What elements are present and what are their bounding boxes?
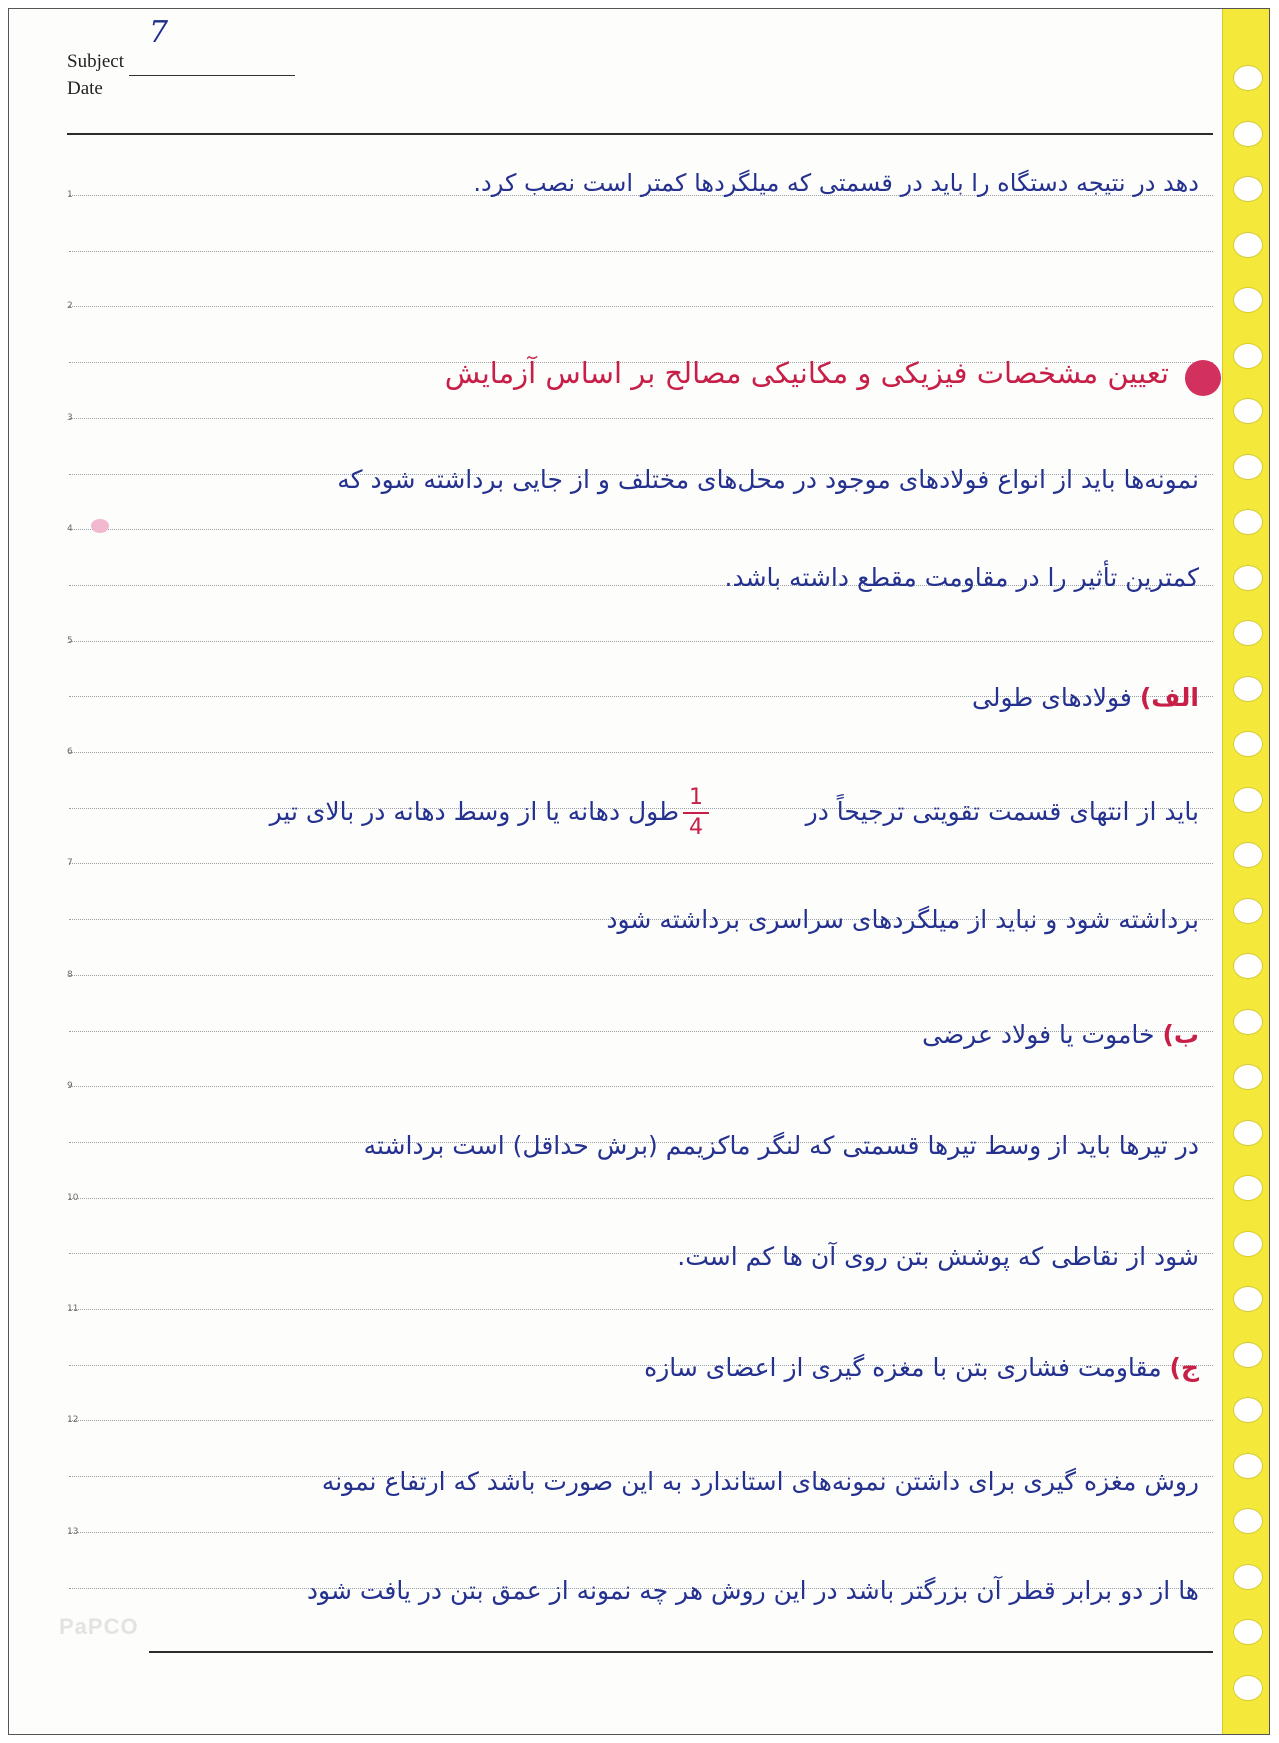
binding-hole: [1233, 620, 1263, 646]
line-number: 3: [67, 413, 73, 423]
binding-hole: [1233, 1175, 1263, 1201]
guide-line: [69, 306, 1213, 307]
section-a-marker: الف): [1139, 683, 1199, 712]
paragraph-2-line-1-right: باید از انتهای قسمت تقویتی ترجیحاً در: [805, 797, 1199, 826]
binding-hole: [1233, 1453, 1263, 1479]
binding-hole: [1233, 731, 1263, 757]
bullet-dot: [1185, 360, 1221, 396]
binding-hole: [1233, 1397, 1263, 1423]
paragraph-3-line-1: در تیرها باید از وسط تیرها قسمتی که لنگر ماکزیمم (برش حداقل) است برداشته: [363, 1131, 1199, 1160]
binding-hole: [1233, 1564, 1263, 1590]
line-number: 5: [67, 636, 73, 646]
line-number: 6: [67, 747, 73, 757]
guide-line: [69, 529, 1213, 530]
date-label: Date: [67, 78, 103, 99]
guide-line: [69, 641, 1213, 642]
binding-hole: [1233, 1231, 1263, 1257]
paragraph-2-line-2: برداشته شود و نباید از میلگردهای سراسری برداشته شود: [606, 905, 1199, 934]
binding-hole: [1233, 1064, 1263, 1090]
binding-hole: [1233, 898, 1263, 924]
line-number: 1: [67, 190, 73, 200]
line-number: 10: [67, 1193, 79, 1203]
binding-strip: [1222, 9, 1269, 1734]
binding-hole: [1233, 676, 1263, 702]
paper-brand-stamp: PaPCO: [59, 1614, 139, 1639]
line-number: 4: [67, 524, 73, 534]
ink-smudge: [91, 519, 109, 533]
guide-line: [69, 1198, 1213, 1199]
line-number: 2: [67, 301, 73, 311]
binding-hole: [1233, 1508, 1263, 1534]
fraction-denominator: 4: [689, 815, 703, 840]
notebook-page: [8, 8, 1270, 1735]
section-c-title: مقاومت فشاری بتن با مغزه گیری از اعضای سازه: [644, 1353, 1162, 1382]
top-rule: [67, 133, 1213, 135]
paragraph-4-line-2: ها از دو برابر قطر آن بزرگتر باشد در این روش هر چه نمونه از عمق بتن در یافت شود: [306, 1576, 1199, 1605]
fraction-one-quarter: [681, 787, 711, 839]
subject-line: [129, 75, 295, 76]
paragraph-3-line-2: شود از نقاطی که پوشش بتن روی آن ها کم است.: [677, 1242, 1199, 1271]
guide-line: [69, 1532, 1213, 1533]
binding-hole: [1233, 121, 1263, 147]
line-number: 13: [67, 1527, 79, 1537]
guide-line: [69, 752, 1213, 753]
binding-hole: [1233, 232, 1263, 258]
line-number: 9: [67, 1081, 73, 1091]
section-b-marker: ب): [1162, 1020, 1199, 1049]
binding-hole: [1233, 1342, 1263, 1368]
section-c-heading: [644, 1355, 1199, 1380]
binding-hole: [1233, 1286, 1263, 1312]
paragraph-2-line-1-left: طول دهانه یا از وسط دهانه در بالای تیر: [269, 797, 679, 826]
binding-hole: [1233, 176, 1263, 202]
page-number: 7: [149, 15, 169, 50]
text-line-1: دهد در نتیجه دستگاه را باید در قسمتی که میلگردها کمتر است نصب کرد.: [473, 169, 1199, 197]
paragraph-1-line-1: نمونه‌ها باید از انواع فولادهای موجود در محل‌های مختلف و از جایی برداشته شود که: [337, 465, 1199, 494]
guide-line: [69, 1309, 1213, 1310]
binding-hole: [1233, 787, 1263, 813]
binding-hole: [1233, 65, 1263, 91]
binding-hole: [1233, 1619, 1263, 1645]
subject-label: Subject: [67, 51, 124, 72]
section-a-heading: [972, 685, 1199, 710]
line-number: 8: [67, 970, 73, 980]
fraction-numerator: 1: [689, 785, 703, 810]
binding-hole: [1233, 454, 1263, 480]
binding-hole: [1233, 1120, 1263, 1146]
binding-hole: [1233, 343, 1263, 369]
binding-hole: [1233, 287, 1263, 313]
line-number: 7: [67, 858, 73, 868]
guide-line: [69, 863, 1213, 864]
guide-line: [69, 251, 1213, 252]
bottom-rule: [149, 1651, 1213, 1653]
line-number: 11: [67, 1304, 79, 1314]
binding-hole: [1233, 565, 1263, 591]
section-b-heading: [922, 1022, 1199, 1047]
binding-hole: [1233, 953, 1263, 979]
fraction-bar: [683, 812, 709, 814]
binding-hole: [1233, 842, 1263, 868]
binding-hole: [1233, 1675, 1263, 1701]
section-c-marker: ج): [1169, 1353, 1199, 1382]
section-b-title: خاموت یا فولاد عرضی: [922, 1020, 1155, 1049]
paragraph-1-line-2: کمترین تأثیر را در مقاومت مقطع داشته باشد.: [724, 563, 1199, 592]
binding-hole: [1233, 509, 1263, 535]
guide-line: [69, 1086, 1213, 1087]
line-number: 12: [67, 1415, 79, 1425]
section-a-title: فولادهای طولی: [972, 683, 1132, 712]
guide-line: [69, 975, 1213, 976]
paragraph-4-line-1: روش مغزه گیری برای داشتن نمونه‌های استاندارد به این صورت باشد که ارتفاع نمونه: [321, 1467, 1199, 1496]
section-heading: تعیین مشخصات فیزیکی و مکانیکی مصالح بر اساس آزمایش: [444, 356, 1169, 390]
binding-hole: [1233, 398, 1263, 424]
binding-hole: [1233, 1009, 1263, 1035]
guide-line: [69, 1420, 1213, 1421]
guide-line: [69, 418, 1213, 419]
